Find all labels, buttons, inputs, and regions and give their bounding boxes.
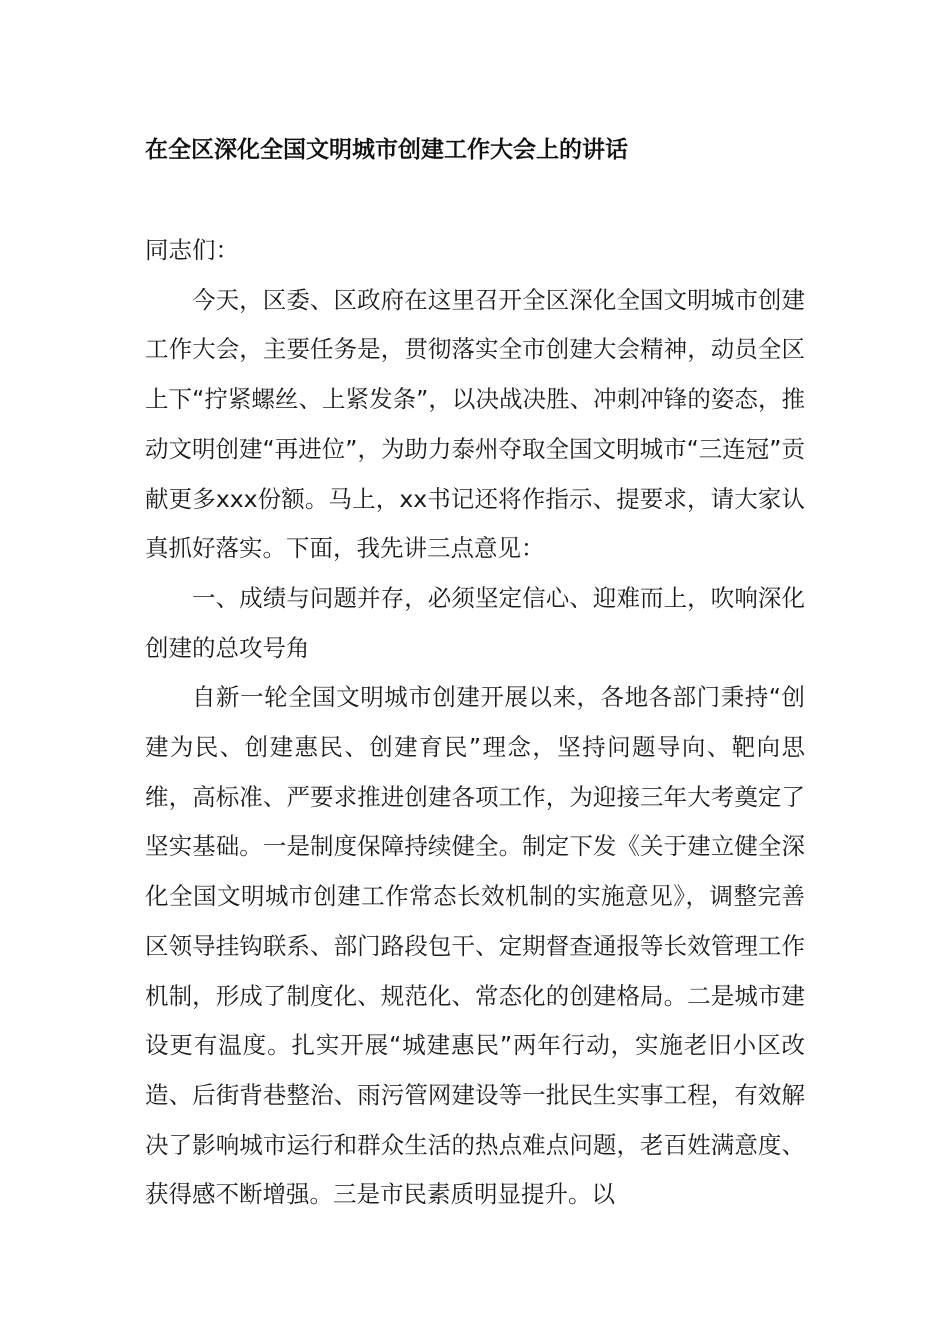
section-heading-1: 一、成绩与问题并存，必须坚定信心、迎难而上，吹响深化创建的总攻号角 bbox=[145, 583, 805, 662]
paragraph-intro: 今天，区委、区政府在这里召开全区深化全国文明城市创建工作大会，主要任务是，贯彻落实全市创建大会精神，动员全区上下“拧紧螺丝、上紧发条”，以决战决胜、冲刺冲锋的姿态，推动文明创建“再进位”，为助力泰州夺取全国文明城市“三连冠”贡献更多xxx份额。马上，xx书记还将作指示、提要求，请大家认真抓好落实。下面，我先讲三点意见： bbox=[145, 285, 805, 563]
document-body bbox=[145, 226, 805, 1220]
paragraph-achievements: 自新一轮全国文明城市创建开展以来，各地各部门秉持“创建为民、创建惠民、创建育民”理念，坚持问题导向、靶向思维，高标准、严要求推进创建各项工作，为迎接三年大考奠定了坚实基础。一是制度保障持续健全。制定下发《关于建立健全深化全国文明城市创建工作常态长效机制的实施意见》，调整完善区领导挂钩联系、部门路段包干、定期督查通报等长效管理工作机制，形成了制度化、规范化、常态化的创建格局。二是城市建设更有温度。扎实开展“城建惠民”两年行动，实施老旧小区改造、后街背巷整治、雨污管网建设等一批民生实事工程，有效解决了影响城市运行和群众生活的热点难点问题，老百姓满意度、获得感不断增强。三是市民素质明显提升。以 bbox=[145, 683, 805, 1209]
document-title: 在全区深化全国文明城市创建工作大会上的讲话 bbox=[145, 137, 628, 163]
salutation: 同志们： bbox=[145, 236, 239, 264]
